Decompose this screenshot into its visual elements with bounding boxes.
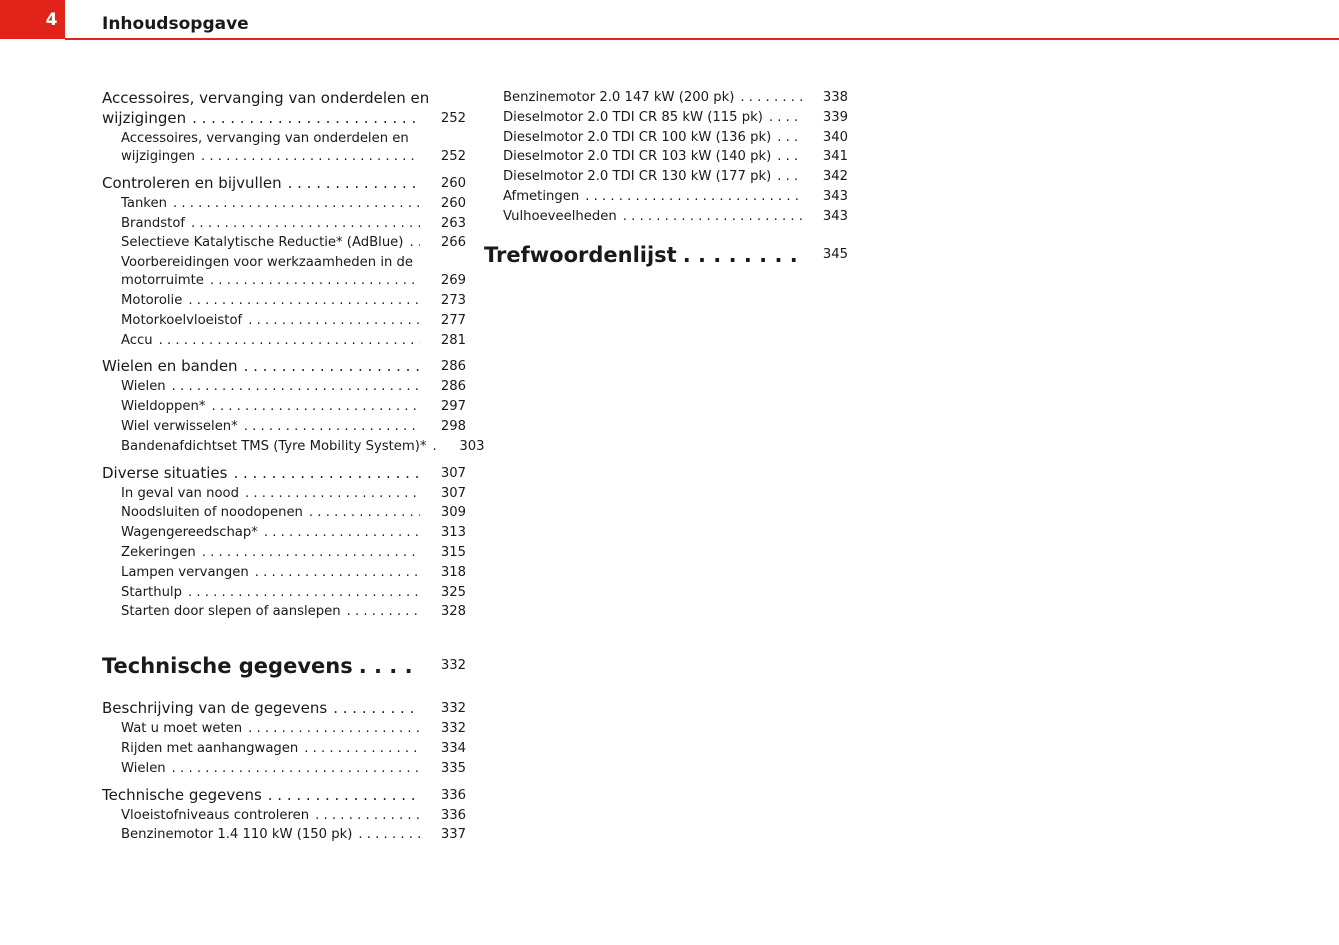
toc-item[interactable] bbox=[102, 719, 466, 739]
dot-leader bbox=[777, 128, 802, 148]
section-gap bbox=[484, 227, 848, 241]
toc-section-controleren[interactable] bbox=[102, 173, 466, 194]
toc-page: 338 bbox=[822, 90, 848, 105]
dot-leader bbox=[264, 523, 420, 543]
dot-leader bbox=[409, 233, 420, 253]
toc-page: 260 bbox=[440, 195, 466, 211]
toc-page: 313 bbox=[440, 525, 466, 541]
toc-label: Lampen vervangen bbox=[121, 564, 249, 580]
toc-label: Motorkoelvloeistof bbox=[121, 312, 243, 328]
toc-page: 281 bbox=[440, 332, 466, 348]
toc-label: Bandenafdichtset TMS (Tyre Mobility System)* bbox=[121, 438, 427, 454]
toc-chapter-technische-gegevens[interactable] bbox=[102, 652, 466, 680]
toc-label: Dieselmotor 2.0 TDI CR 85 kW (115 pk) bbox=[503, 109, 763, 125]
toc-label: Zekeringen bbox=[121, 544, 196, 560]
dot-leader bbox=[172, 759, 420, 779]
toc-label: Motorolie bbox=[121, 292, 183, 308]
dot-leader bbox=[192, 108, 420, 129]
toc-item[interactable] bbox=[102, 484, 466, 504]
toc-page: 297 bbox=[440, 399, 466, 415]
toc-label: Selectieve Katalytische Reductie* (AdBlue) bbox=[121, 235, 404, 251]
toc-label: Wielen bbox=[121, 760, 166, 776]
toc-item-label-line1: Voorbereidingen voor werkzaamheden in de bbox=[121, 255, 414, 271]
toc-label: Starten door slepen of aanslepen bbox=[121, 604, 341, 620]
toc-label: wijzigingen bbox=[102, 109, 187, 127]
page-title: Inhoudsopgave bbox=[102, 14, 249, 34]
toc-section-label-line1: Accessoires, vervanging van onderdelen en bbox=[102, 89, 430, 107]
toc-label: Trefwoordenlijst bbox=[484, 242, 677, 267]
dot-leader bbox=[304, 739, 420, 759]
toc-item-label-line1: Accessoires, vervanging van onderdelen en bbox=[121, 131, 409, 146]
toc-right-column bbox=[484, 88, 848, 269]
toc-label: Controleren en bijvullen bbox=[102, 173, 282, 192]
dot-leader bbox=[233, 463, 420, 484]
toc-label: Dieselmotor 2.0 TDI CR 100 kW (136 pk) bbox=[503, 129, 772, 145]
toc-item[interactable] bbox=[102, 311, 466, 331]
toc-page: 266 bbox=[440, 235, 466, 251]
toc-page: 286 bbox=[440, 379, 466, 395]
toc-item[interactable] bbox=[484, 147, 848, 167]
toc-item[interactable] bbox=[102, 291, 466, 311]
toc-item[interactable] bbox=[102, 417, 466, 437]
toc-item[interactable] bbox=[102, 437, 485, 457]
toc-label: Dieselmotor 2.0 TDI CR 130 kW (177 pk) bbox=[503, 169, 772, 185]
toc-item[interactable] bbox=[102, 397, 466, 417]
dot-leader bbox=[255, 563, 420, 583]
toc-item[interactable] bbox=[102, 759, 466, 779]
toc-item[interactable] bbox=[102, 214, 466, 234]
toc-page: 260 bbox=[440, 175, 466, 191]
toc-label: wijzigingen bbox=[121, 149, 195, 164]
toc-label: Starthulp bbox=[121, 584, 182, 600]
section-gap bbox=[102, 680, 466, 692]
toc-label: Technische gegevens bbox=[102, 654, 353, 679]
dot-leader bbox=[623, 207, 802, 227]
toc-page: 273 bbox=[440, 292, 466, 308]
toc-label: Benzinemotor 2.0 147 kW (200 pk) bbox=[503, 90, 735, 105]
dot-leader bbox=[248, 719, 420, 739]
dot-leader bbox=[315, 806, 420, 826]
toc-item[interactable] bbox=[102, 583, 466, 603]
toc-label: Wielen bbox=[121, 379, 166, 395]
dot-leader bbox=[683, 241, 802, 269]
toc-item[interactable] bbox=[102, 194, 466, 214]
toc-item[interactable] bbox=[102, 543, 466, 563]
toc-label: motorruimte bbox=[121, 273, 204, 289]
dot-leader bbox=[288, 173, 420, 194]
toc-label: Dieselmotor 2.0 TDI CR 103 kW (140 pk) bbox=[503, 149, 772, 165]
toc-item[interactable] bbox=[102, 739, 466, 759]
dot-leader bbox=[777, 147, 802, 167]
toc-item[interactable] bbox=[484, 167, 848, 187]
toc-page: 332 bbox=[440, 701, 466, 717]
toc-label: Afmetingen bbox=[503, 188, 580, 204]
toc-item[interactable] bbox=[484, 108, 848, 128]
dot-leader bbox=[347, 602, 420, 622]
toc-item[interactable] bbox=[102, 806, 466, 826]
header-rule bbox=[65, 38, 1339, 40]
dot-leader bbox=[309, 503, 420, 523]
dot-leader bbox=[248, 311, 420, 331]
dot-leader bbox=[769, 108, 802, 128]
toc-page: 325 bbox=[440, 584, 466, 600]
toc-item[interactable] bbox=[102, 523, 466, 543]
toc-section-accessoires[interactable] bbox=[102, 108, 466, 129]
toc-page: 263 bbox=[440, 215, 466, 231]
toc-page: 341 bbox=[822, 149, 848, 165]
toc-item[interactable] bbox=[484, 187, 848, 207]
toc-page: 342 bbox=[822, 169, 848, 185]
dot-leader bbox=[191, 214, 420, 234]
toc-label: Benzinemotor 1.4 110 kW (150 pk) bbox=[121, 827, 353, 843]
toc-page: 339 bbox=[822, 109, 848, 125]
toc-item[interactable] bbox=[484, 88, 848, 108]
toc-label: Accu bbox=[121, 332, 153, 348]
toc-item[interactable] bbox=[102, 503, 466, 523]
toc-page: 269 bbox=[440, 273, 466, 289]
dot-leader bbox=[359, 652, 420, 680]
toc-page: 334 bbox=[440, 740, 466, 756]
toc-item[interactable] bbox=[102, 825, 466, 845]
toc-page: 277 bbox=[440, 312, 466, 328]
toc-item[interactable] bbox=[102, 271, 466, 291]
toc-label: Wielen en banden bbox=[102, 357, 238, 376]
toc-page: 318 bbox=[440, 564, 466, 580]
toc-chapter-trefwoordenlijst[interactable] bbox=[484, 241, 848, 269]
toc-page: 252 bbox=[440, 111, 466, 126]
toc-left-column bbox=[102, 88, 485, 845]
toc-label: Wiel verwisselen* bbox=[121, 418, 238, 434]
toc-section-technische-gegevens[interactable] bbox=[102, 785, 466, 806]
toc-page: 307 bbox=[440, 485, 466, 501]
toc-page: 340 bbox=[822, 129, 848, 145]
toc-page: 343 bbox=[822, 208, 848, 224]
dot-leader bbox=[245, 484, 420, 504]
toc-item[interactable] bbox=[102, 563, 466, 583]
toc-page: 315 bbox=[440, 544, 466, 560]
dot-leader bbox=[433, 437, 439, 457]
toc-page: 309 bbox=[440, 505, 466, 521]
toc-page: 252 bbox=[440, 149, 466, 164]
toc-page: 307 bbox=[440, 465, 466, 481]
toc-page: 332 bbox=[440, 721, 466, 737]
dot-leader bbox=[244, 417, 420, 437]
toc-item[interactable] bbox=[102, 377, 466, 397]
dot-leader bbox=[358, 825, 420, 845]
toc-label: Rijden met aanhangwagen bbox=[121, 740, 299, 756]
dot-leader bbox=[211, 397, 420, 417]
page-number: 4 bbox=[45, 9, 58, 30]
dot-leader bbox=[202, 543, 420, 563]
toc-item[interactable] bbox=[484, 207, 848, 227]
dot-leader bbox=[244, 356, 420, 377]
toc-page: 345 bbox=[822, 246, 848, 262]
dot-leader bbox=[172, 377, 420, 397]
dot-leader bbox=[585, 187, 802, 207]
toc-page: 336 bbox=[440, 807, 466, 823]
toc-page: 336 bbox=[440, 787, 466, 803]
toc-page: 335 bbox=[440, 760, 466, 776]
toc-section-wielen[interactable] bbox=[102, 356, 466, 377]
toc-label: Wieldoppen* bbox=[121, 399, 206, 415]
toc-label: Diverse situaties bbox=[102, 463, 228, 482]
dot-leader bbox=[333, 698, 420, 719]
dot-leader bbox=[268, 785, 420, 806]
dot-leader bbox=[777, 167, 802, 187]
toc-item[interactable] bbox=[102, 233, 466, 253]
dot-leader bbox=[740, 88, 802, 108]
toc-label: Wat u moet weten bbox=[121, 721, 243, 737]
toc-label: Vloeistofniveaus controleren bbox=[121, 807, 310, 823]
toc-label: Tanken bbox=[121, 195, 167, 211]
toc-item[interactable] bbox=[102, 602, 466, 622]
dot-leader bbox=[188, 291, 420, 311]
dot-leader bbox=[201, 147, 420, 167]
toc-item[interactable] bbox=[484, 128, 848, 148]
toc-label: Vulhoeveelheden bbox=[503, 208, 617, 224]
toc-section-diverse[interactable] bbox=[102, 463, 466, 484]
dot-leader bbox=[188, 583, 420, 603]
toc-page: 286 bbox=[440, 359, 466, 375]
dot-leader bbox=[173, 194, 420, 214]
toc-item[interactable] bbox=[102, 147, 466, 167]
toc-page: 343 bbox=[822, 188, 848, 204]
dot-leader bbox=[210, 271, 420, 291]
toc-item[interactable] bbox=[102, 331, 466, 351]
section-gap bbox=[102, 622, 466, 652]
toc-page: 328 bbox=[440, 604, 466, 620]
toc-label: Wagengereedschap* bbox=[121, 525, 258, 541]
toc-page: 303 bbox=[459, 438, 485, 454]
toc-label: Noodsluiten of noodopenen bbox=[121, 505, 303, 521]
dot-leader bbox=[159, 331, 420, 351]
toc-label: Technische gegevens bbox=[102, 785, 262, 804]
toc-label: Beschrijving van de gegevens bbox=[102, 699, 328, 718]
toc-label: Brandstof bbox=[121, 215, 186, 231]
toc-label: In geval van nood bbox=[121, 485, 239, 501]
toc-page: 332 bbox=[440, 658, 466, 674]
toc-page: 298 bbox=[440, 418, 466, 434]
toc-page: 337 bbox=[440, 827, 466, 843]
toc-section-beschrijving[interactable] bbox=[102, 698, 466, 719]
